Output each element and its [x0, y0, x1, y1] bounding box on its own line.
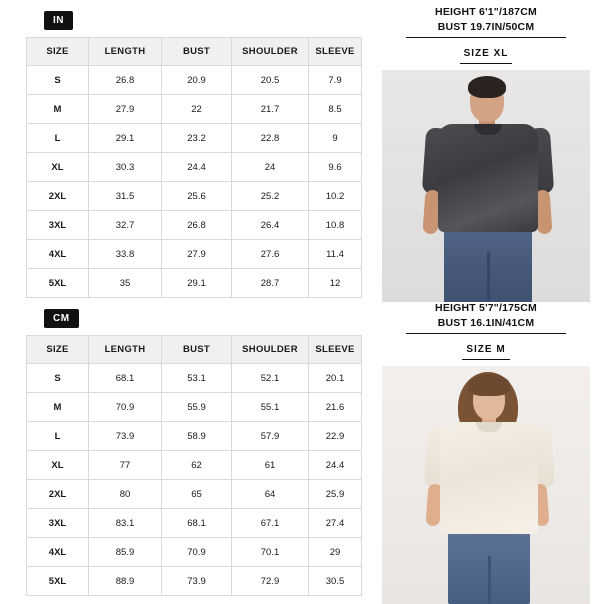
cell-bust: 65 — [162, 480, 232, 509]
cell-size: 4XL — [27, 240, 89, 269]
spec-divider — [406, 333, 566, 334]
table-row — [27, 393, 362, 422]
model-specs-female — [382, 300, 590, 360]
table-header-cm — [27, 336, 362, 364]
column-header-sleeve: SLEEVE — [309, 336, 362, 364]
column-header-bust: BUST — [162, 38, 232, 66]
cell-shoulder: 52.1 — [232, 364, 309, 393]
cell-shoulder: 26.4 — [232, 211, 309, 240]
cell-shoulder: 24 — [232, 153, 309, 182]
cell-sleeve: 12 — [309, 269, 362, 298]
cell-length: 77 — [89, 451, 162, 480]
cell-length: 30.3 — [89, 153, 162, 182]
cell-size: L — [27, 124, 89, 153]
cell-sleeve: 21.6 — [309, 393, 362, 422]
cell-sleeve: 9 — [309, 124, 362, 153]
column-header-size: SIZE — [27, 38, 89, 66]
cell-bust: 25.6 — [162, 182, 232, 211]
cell-shoulder: 61 — [232, 451, 309, 480]
cell-bust: 58.9 — [162, 422, 232, 451]
table-row — [27, 182, 362, 211]
inches-badge-row — [26, 10, 380, 30]
cell-length: 35 — [89, 269, 162, 298]
cell-shoulder: 64 — [232, 480, 309, 509]
cell-length: 85.9 — [89, 538, 162, 567]
cell-shoulder: 28.7 — [232, 269, 309, 298]
table-row — [27, 153, 362, 182]
cell-bust: 20.9 — [162, 66, 232, 95]
cell-sleeve: 30.5 — [309, 567, 362, 596]
model-photo-male — [382, 70, 590, 302]
column-header-sleeve: SLEEVE — [309, 38, 362, 66]
cell-size: L — [27, 422, 89, 451]
cell-shoulder: 55.1 — [232, 393, 309, 422]
cell-length: 80 — [89, 480, 162, 509]
cell-sleeve: 10.2 — [309, 182, 362, 211]
cell-shoulder: 20.5 — [232, 66, 309, 95]
model-panel-male — [382, 4, 590, 300]
model-jeans-seam — [487, 252, 490, 302]
cell-sleeve: 7.9 — [309, 66, 362, 95]
cell-size: 5XL — [27, 269, 89, 298]
cell-size: 5XL — [27, 567, 89, 596]
model-height-male: HEIGHT 6'1"/187CM — [435, 6, 537, 18]
table-header-inches — [27, 38, 362, 66]
cell-length: 33.8 — [89, 240, 162, 269]
cell-sleeve: 9.6 — [309, 153, 362, 182]
cell-bust: 68.1 — [162, 509, 232, 538]
cell-sleeve: 27.4 — [309, 509, 362, 538]
model-jeans-seam — [488, 556, 491, 604]
spec-divider — [406, 37, 566, 38]
unit-badge-inches: IN — [44, 11, 73, 30]
table-body-cm — [27, 364, 362, 596]
cell-length: 68.1 — [89, 364, 162, 393]
model-hair — [468, 76, 506, 98]
cell-shoulder: 21.7 — [232, 95, 309, 124]
table-row — [27, 451, 362, 480]
table-body-inches — [27, 66, 362, 298]
size-table-cm — [26, 335, 362, 596]
table-header-row — [27, 38, 362, 66]
cell-shoulder: 27.6 — [232, 240, 309, 269]
cell-length: 31.5 — [89, 182, 162, 211]
model-size-male: SIZE XL — [460, 48, 513, 64]
cell-size: M — [27, 393, 89, 422]
cell-size: 2XL — [27, 182, 89, 211]
cell-bust: 73.9 — [162, 567, 232, 596]
table-row — [27, 95, 362, 124]
cell-sleeve: 29 — [309, 538, 362, 567]
cell-size: S — [27, 364, 89, 393]
table-row — [27, 124, 362, 153]
cell-bust: 53.1 — [162, 364, 232, 393]
cell-shoulder: 22.8 — [232, 124, 309, 153]
cell-shoulder: 67.1 — [232, 509, 309, 538]
cell-size: S — [27, 66, 89, 95]
cell-size: 3XL — [27, 509, 89, 538]
cell-size: 3XL — [27, 211, 89, 240]
table-row — [27, 66, 362, 95]
cell-sleeve: 25.9 — [309, 480, 362, 509]
column-header-shoulder: SHOULDER — [232, 336, 309, 364]
cell-size: XL — [27, 153, 89, 182]
cell-bust: 62 — [162, 451, 232, 480]
table-row — [27, 240, 362, 269]
cell-bust: 27.9 — [162, 240, 232, 269]
cell-shoulder: 25.2 — [232, 182, 309, 211]
model-specs-male — [382, 4, 590, 64]
table-row — [27, 538, 362, 567]
table-header-row — [27, 336, 362, 364]
cell-length: 88.9 — [89, 567, 162, 596]
cell-size: XL — [27, 451, 89, 480]
cell-bust: 26.8 — [162, 211, 232, 240]
cell-sleeve: 24.4 — [309, 451, 362, 480]
cell-length: 70.9 — [89, 393, 162, 422]
table-row — [27, 364, 362, 393]
size-table-inches — [26, 37, 362, 298]
cell-bust: 24.4 — [162, 153, 232, 182]
cell-bust: 55.9 — [162, 393, 232, 422]
cell-sleeve: 20.1 — [309, 364, 362, 393]
cell-sleeve: 11.4 — [309, 240, 362, 269]
model-hair — [468, 374, 510, 396]
cm-badge-row — [26, 308, 380, 328]
table-row — [27, 509, 362, 538]
column-header-size: SIZE — [27, 336, 89, 364]
unit-badge-cm: CM — [44, 309, 79, 328]
model-tshirt-cream — [440, 422, 538, 534]
table-row — [27, 422, 362, 451]
cell-length: 32.7 — [89, 211, 162, 240]
cell-size: M — [27, 95, 89, 124]
cell-sleeve: 10.8 — [309, 211, 362, 240]
cell-length: 83.1 — [89, 509, 162, 538]
cell-bust: 22 — [162, 95, 232, 124]
column-header-length: LENGTH — [89, 336, 162, 364]
cell-size: 2XL — [27, 480, 89, 509]
table-row — [27, 480, 362, 509]
table-row — [27, 211, 362, 240]
model-bust-female: BUST 16.1IN/41CM — [437, 317, 535, 330]
model-bust-male: BUST 19.7IN/50CM — [437, 21, 535, 34]
model-height-female: HEIGHT 5'7"/175CM — [435, 302, 537, 314]
model-photos-column — [380, 0, 600, 600]
model-panel-female — [382, 300, 590, 600]
column-header-length: LENGTH — [89, 38, 162, 66]
cell-bust: 23.2 — [162, 124, 232, 153]
cell-bust: 70.9 — [162, 538, 232, 567]
table-row — [27, 269, 362, 298]
table-row — [27, 567, 362, 596]
column-header-bust: BUST — [162, 336, 232, 364]
cell-length: 73.9 — [89, 422, 162, 451]
column-header-shoulder: SHOULDER — [232, 38, 309, 66]
model-tshirt-dark — [438, 124, 538, 232]
cell-shoulder: 72.9 — [232, 567, 309, 596]
cell-length: 29.1 — [89, 124, 162, 153]
cell-size: 4XL — [27, 538, 89, 567]
cell-bust: 29.1 — [162, 269, 232, 298]
cell-length: 27.9 — [89, 95, 162, 124]
model-size-female: SIZE M — [462, 344, 509, 360]
model-photo-female — [382, 366, 590, 604]
cell-shoulder: 57.9 — [232, 422, 309, 451]
cell-length: 26.8 — [89, 66, 162, 95]
cell-sleeve: 22.9 — [309, 422, 362, 451]
cell-shoulder: 70.1 — [232, 538, 309, 567]
cell-sleeve: 8.5 — [309, 95, 362, 124]
